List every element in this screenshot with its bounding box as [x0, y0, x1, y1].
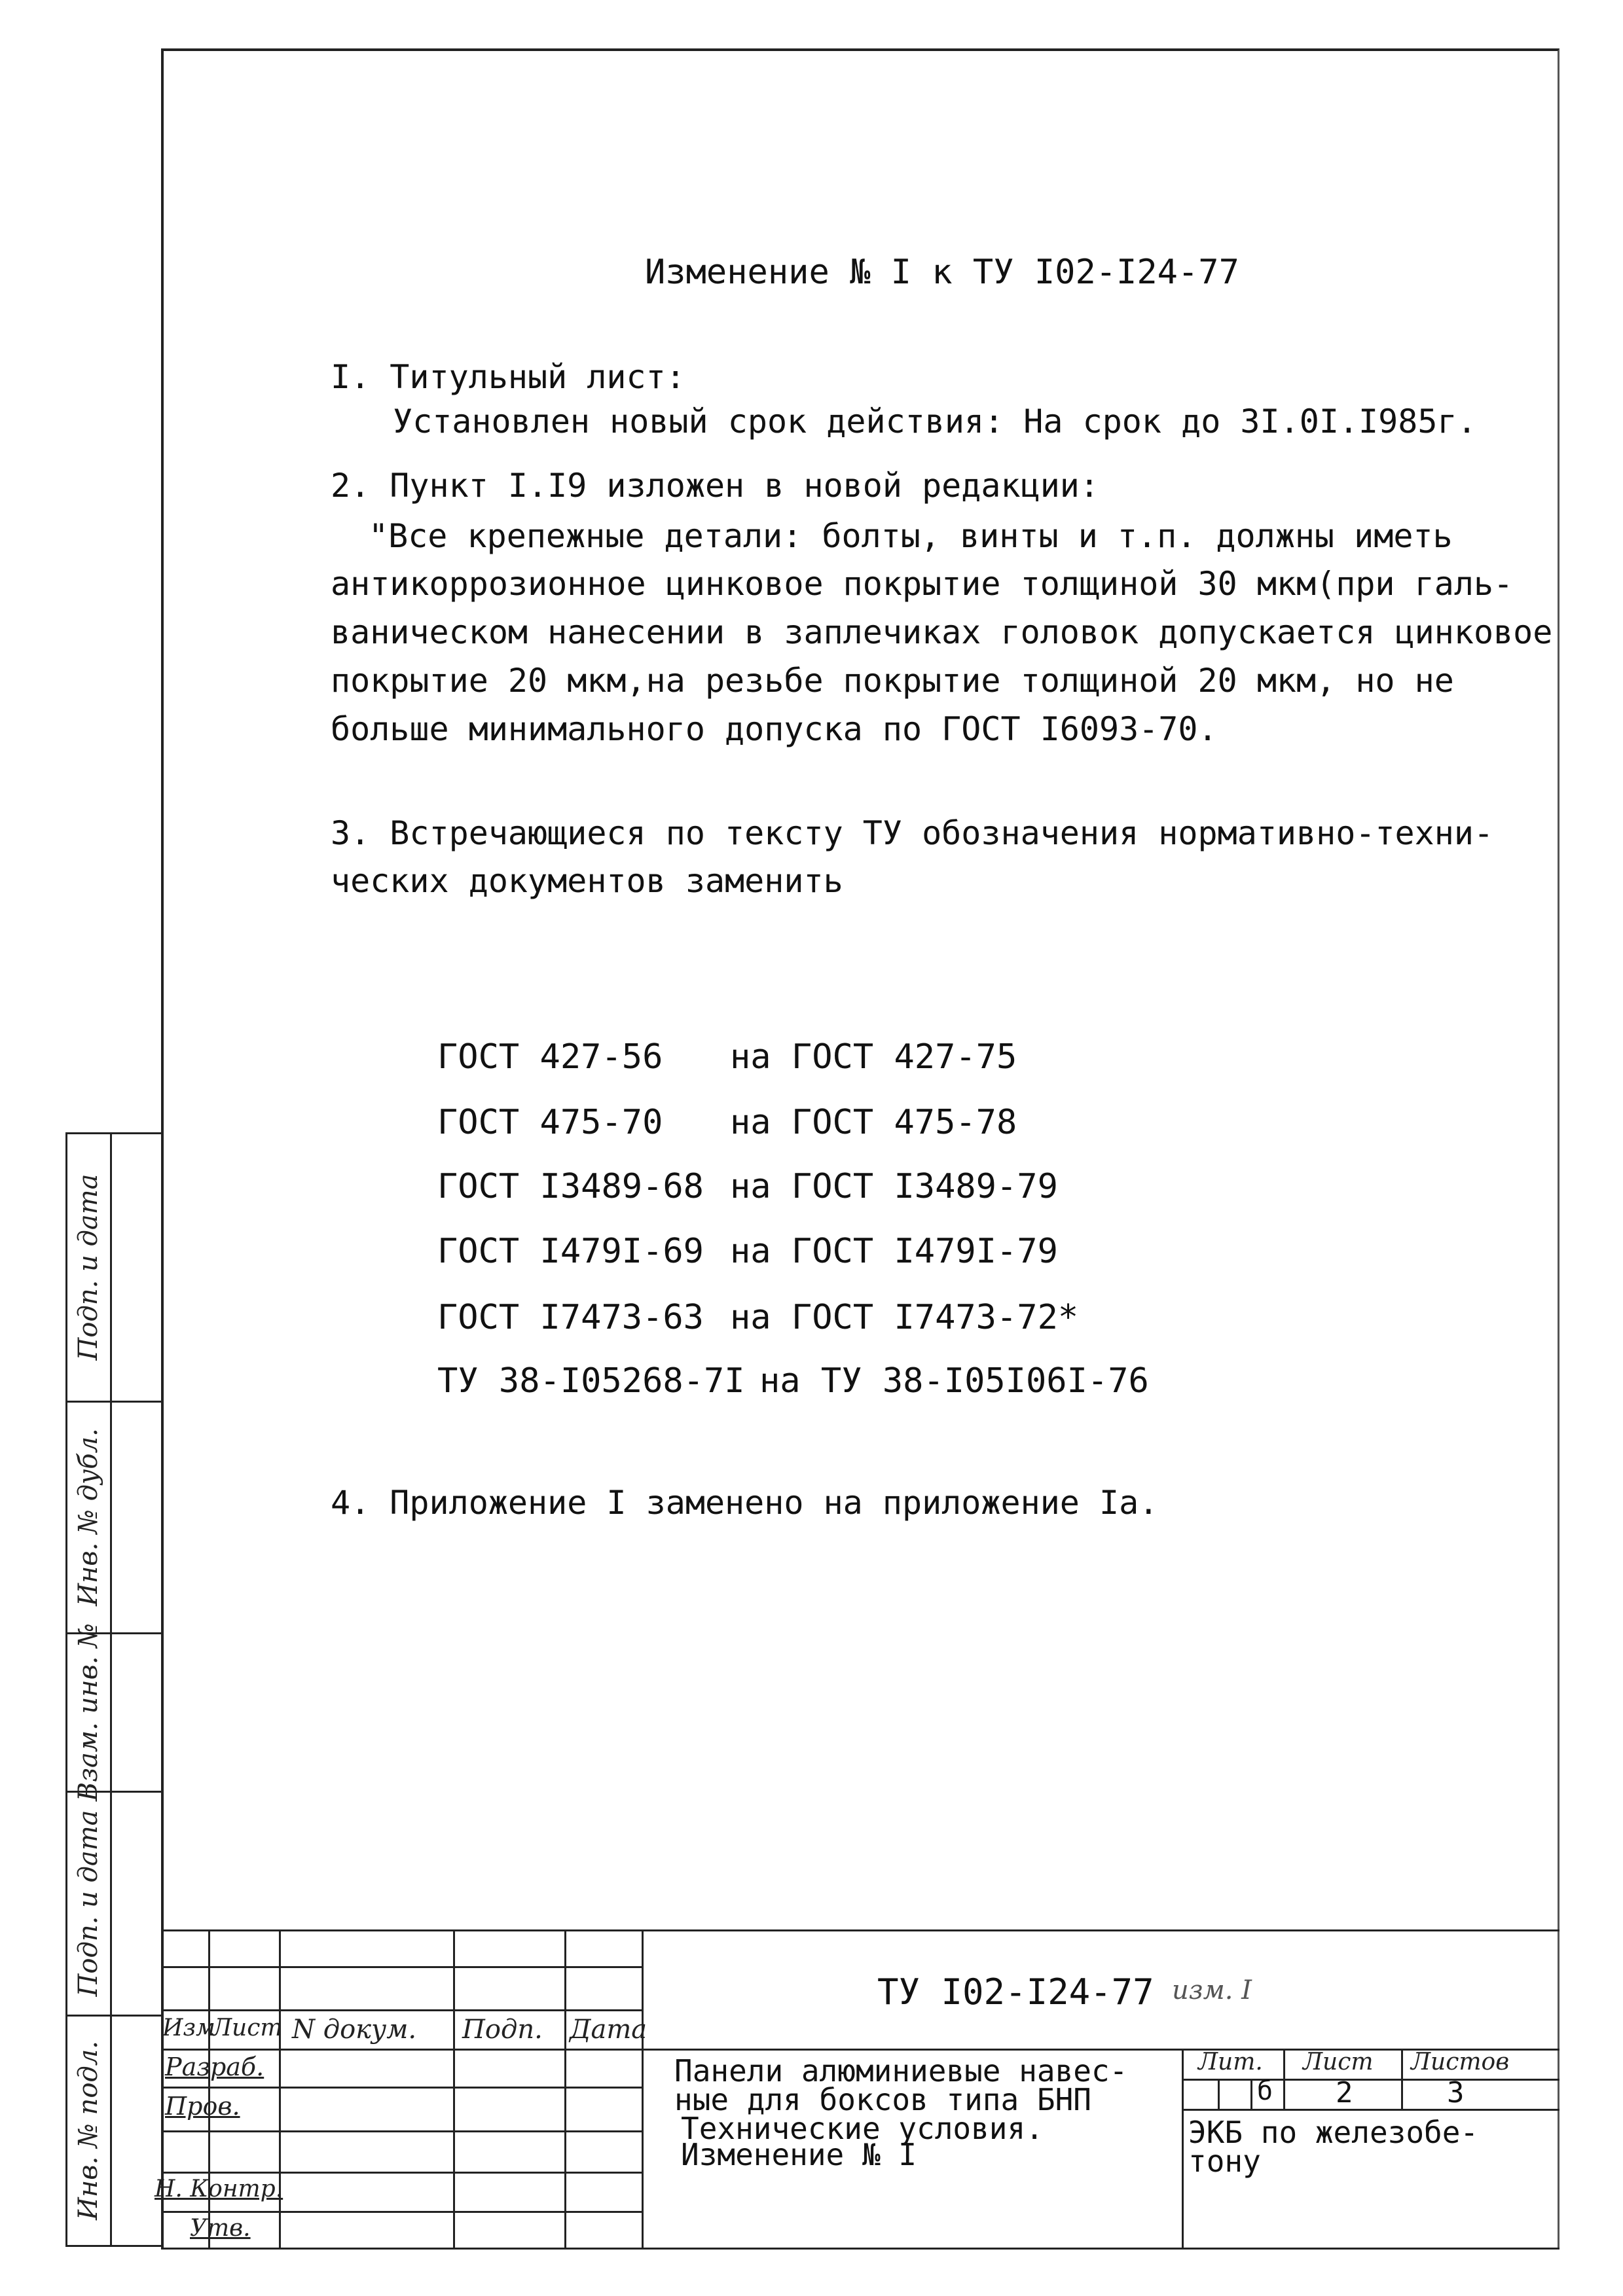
product-title-line: Изменение № I	[681, 2137, 917, 2172]
margin-replace-inventory: Взам. инв. №	[73, 1623, 103, 1802]
value-sheets: 3	[1447, 2076, 1465, 2109]
role-approved: Утв.	[190, 2215, 251, 2242]
replacement-old: ГОСТ 427-56	[437, 1037, 663, 1077]
header-change: Изм	[162, 2015, 215, 2041]
product-title-line: Панели алюминиевые навес-	[674, 2053, 1128, 2089]
replacement-new: на ГОСТ 427-75	[730, 1037, 1017, 1077]
item-1-title: I. Титульный лист:	[331, 358, 685, 396]
item-4-text: 4. Приложение I заменено на приложение Iа.	[331, 1484, 1159, 1522]
margin-outer-line	[65, 1132, 67, 2245]
product-title-line: ные для боксов типа БНП	[674, 2082, 1091, 2117]
label-sheet: Лист	[1303, 2049, 1374, 2075]
header-signature: Подп.	[462, 2015, 543, 2045]
item-2-title: 2. Пункт I.I9 изложен в новой редакции:	[331, 467, 1099, 505]
organization-line: ЭКБ по железобе-	[1188, 2115, 1479, 2150]
header-date: Дата	[570, 2015, 647, 2045]
item-3-text: ческих документов заменить	[331, 862, 843, 900]
value-lit: б	[1257, 2076, 1273, 2106]
stamp-row-line	[161, 2009, 642, 2011]
stamp-col-line	[1401, 2049, 1403, 2109]
label-sheets: Листов	[1411, 2049, 1510, 2075]
item-3-title: 3. Встречающиеся по тексту ТУ обозначения нормативно-техни-	[331, 814, 1494, 852]
item-2-quote-line: больше минимального допуска по ГОСТ I6093-70.	[331, 710, 1218, 748]
replacement-new: на ГОСТ 475-78	[730, 1103, 1017, 1142]
margin-sign-date: Подп. и дата	[73, 1174, 103, 1361]
replacement-new: на ГОСТ I479I-79	[730, 1232, 1058, 1271]
margin-original-inventory: Инв. № подл.	[73, 2041, 103, 2220]
stamp-row-line	[161, 2211, 642, 2213]
item-2-quote-line: ваническом нанесении в заплечиках головок допускается цинковое	[331, 613, 1553, 651]
replacement-old: ТУ 38-I05268-7I	[437, 1361, 745, 1401]
replacement-old: ГОСТ 475-70	[437, 1103, 663, 1142]
margin-sign-date: Подп. и дата	[73, 1810, 103, 1997]
stamp-designation: ТУ I02-I24-77	[877, 1971, 1154, 2013]
label-lit: Лит.	[1198, 2049, 1263, 2075]
replacement-old: ГОСТ I3489-68	[437, 1167, 704, 1206]
stamp-row-line	[161, 2130, 642, 2132]
stamp-row-line	[161, 2087, 642, 2089]
item-2-quote-line: "Все крепежные детали: болты, винты и т.п. должны иметь	[369, 517, 1453, 555]
role-norm-control: Н. Контр.	[155, 2176, 283, 2202]
margin-dup-inventory: Инв. № дубл.	[73, 1428, 103, 1606]
item-2-quote-line: покрытие 20 мкм,на резьбе покрытие толщиной 20 мкм, но не	[331, 662, 1454, 700]
replacement-old: ГОСТ I7473-63	[437, 1298, 704, 1337]
item-2-quote-line: антикоррозионное цинковое покрытие толщиной 30 мкм(при галь-	[331, 565, 1514, 603]
replacement-new: на ТУ 38-I05I06I-76	[759, 1361, 1149, 1401]
header-document: N докум.	[292, 2015, 417, 2045]
stamp-designation-note: изм. I	[1172, 1975, 1252, 2005]
product-title-line: Технические условия.	[681, 2111, 1044, 2146]
change-heading: Изменение № I к ТУ I02-I24-77	[645, 253, 1239, 292]
margin-divider	[65, 1132, 161, 1134]
role-checker: Пров.	[165, 2092, 240, 2121]
stamp-divider	[642, 1929, 644, 2248]
stamp-col-line	[1250, 2079, 1252, 2109]
margin-divider	[65, 2245, 161, 2247]
replacement-new: на ГОСТ I3489-79	[730, 1167, 1058, 1206]
stamp-top-border	[161, 1929, 1559, 1931]
stamp-row-line	[1182, 2109, 1559, 2111]
stamp-col-line	[1283, 2049, 1285, 2109]
replacement-old: ГОСТ I479I-69	[437, 1232, 704, 1271]
stamp-col-line	[453, 1929, 455, 2248]
organization-line: тону	[1188, 2144, 1261, 2179]
margin-inner-line	[110, 1132, 112, 2245]
value-sheet: 2	[1336, 2076, 1353, 2109]
stamp-row-line	[1182, 2079, 1559, 2081]
stamp-col-line	[564, 1929, 566, 2248]
stamp-bottom-border	[161, 2248, 1559, 2250]
stamp-col-line	[1218, 2079, 1220, 2109]
replacement-new: на ГОСТ I7473-72*	[730, 1298, 1079, 1337]
header-sheet: Лист	[212, 2015, 283, 2041]
stamp-row-line	[161, 1966, 642, 1968]
margin-divider	[65, 2015, 161, 2017]
role-developer: Разраб.	[165, 2053, 264, 2081]
item-1-text: Установлен новый срок действия: На срок до 3I.0I.I985г.	[393, 403, 1477, 440]
stamp-row-line	[161, 2172, 642, 2174]
margin-divider	[65, 1401, 161, 1403]
